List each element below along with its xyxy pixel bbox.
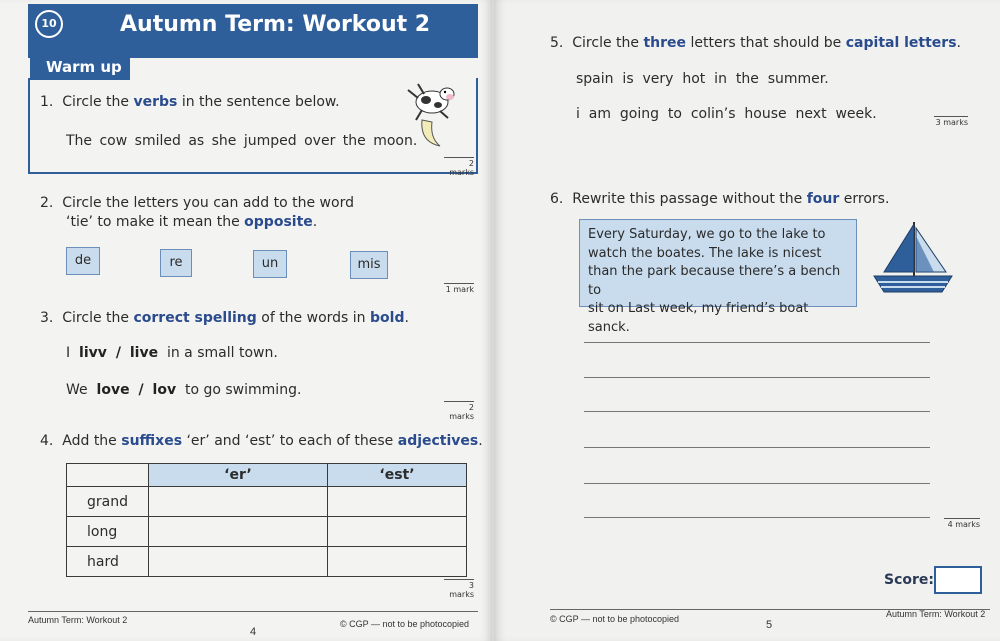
footer-page-number: 5 — [766, 619, 773, 631]
suffix-table — [66, 463, 467, 577]
option-de[interactable]: de — [66, 247, 100, 275]
q3-s1-pre: I — [66, 345, 71, 361]
question-5 — [550, 34, 961, 53]
q1-number: 1. — [40, 94, 54, 110]
q3-keyword-2: bold — [370, 310, 405, 326]
q1-text-pre: Circle the — [62, 94, 130, 110]
q4-keyword-2: adjectives — [397, 433, 479, 449]
q6-post: errors. — [843, 191, 890, 207]
answer-cell[interactable] — [327, 487, 466, 517]
q6-number: 6. — [550, 191, 564, 207]
footer-title: Autumn Term: Workout 2 — [886, 609, 986, 619]
answer-cell[interactable] — [327, 517, 466, 547]
passage-line: watch the boates. The lake is nicest — [588, 245, 822, 261]
row-label: grand — [67, 487, 149, 517]
footer-rule — [28, 611, 478, 612]
option-mis[interactable]: mis — [350, 251, 388, 279]
cow-jumping-moon-illustration — [402, 80, 464, 150]
q3-s2-pre: We — [66, 382, 88, 398]
q3-s2-sep: / — [138, 382, 144, 398]
q3-pre: Circle the — [62, 310, 130, 326]
q5-mid: letters that should be — [690, 35, 842, 51]
answer-cell[interactable] — [148, 487, 327, 517]
q2-line2-row — [66, 213, 317, 232]
q3-mid: of the words in — [261, 310, 366, 326]
answer-line-2[interactable] — [584, 377, 930, 378]
q2-marks: 1 mark — [445, 285, 474, 294]
answer-line-5[interactable] — [584, 483, 930, 484]
option-re[interactable]: re — [160, 249, 192, 277]
q6-pre: Rewrite this passage without the — [572, 191, 803, 207]
q3-s1-post: in a small town. — [166, 345, 278, 361]
passage-line: Every Saturday, we go to the lake to — [588, 227, 826, 242]
footer-copyright: © CGP — not to be photocopied — [340, 619, 470, 629]
q2-end: . — [312, 214, 318, 230]
question-2 — [40, 194, 354, 213]
q3-sentence-2 — [66, 381, 301, 400]
answer-line-6[interactable] — [584, 517, 930, 518]
q2-line1: Circle the letters you can add to the word — [62, 195, 354, 211]
q3-s2-option-b[interactable]: lov — [152, 382, 177, 398]
sailboat-illustration — [870, 218, 954, 298]
q6-marks: 4 marks — [944, 518, 980, 529]
answer-cell[interactable] — [148, 547, 327, 577]
col-est-header: ‘est’ — [327, 464, 466, 487]
table-corner — [67, 464, 149, 487]
table-row — [67, 487, 467, 517]
q1-text-post: in the sentence below. — [181, 94, 340, 110]
passage-line: than the park because there’s a bench to — [588, 264, 841, 298]
question-1 — [40, 93, 340, 112]
table-row — [67, 517, 467, 547]
q2-number: 2. — [40, 195, 54, 211]
footer-page-number: 4 — [250, 626, 257, 638]
q1-marks: 2 marks — [444, 157, 474, 177]
col-er-header: ‘er’ — [148, 464, 327, 487]
left-page — [0, 0, 492, 641]
q5-end: . — [956, 35, 961, 51]
q3-s1-option-a[interactable]: livv — [79, 345, 107, 361]
q1-keyword: verbs — [133, 94, 178, 110]
passage-box — [579, 219, 857, 335]
q4-end: . — [478, 433, 483, 449]
table-row — [67, 547, 467, 577]
q3-s2-option-a[interactable]: love — [96, 382, 130, 398]
q5-sentence-1[interactable]: spain is very hot in the summer. — [576, 71, 829, 87]
answer-line-4[interactable] — [584, 447, 930, 448]
footer-copyright: © CGP — not to be photocopied — [550, 614, 680, 624]
row-label: hard — [67, 547, 149, 577]
q5-number: 5. — [550, 35, 564, 51]
q3-marks: 2 marks — [444, 401, 474, 421]
score-label: Score: — [884, 572, 934, 588]
score-box[interactable] — [934, 566, 982, 594]
question-6 — [550, 190, 889, 209]
right-page — [494, 0, 1000, 641]
q5-sentence-2[interactable]: i am going to colin’s house next week. — [576, 106, 877, 122]
row-label: long — [67, 517, 149, 547]
page-number-badge: 10 — [35, 10, 63, 38]
q5-keyword-2: capital letters — [845, 35, 957, 51]
q2-word: ‘tie’ — [66, 214, 93, 230]
q4-number: 4. — [40, 433, 54, 449]
q4-pre: Add the — [62, 433, 117, 449]
q2-line2: to make it mean the — [97, 214, 240, 230]
question-3 — [40, 309, 409, 328]
q3-end: . — [404, 310, 409, 326]
q5-keyword: three — [643, 35, 687, 51]
question-4 — [40, 432, 483, 451]
answer-line-3[interactable] — [584, 411, 930, 412]
q6-keyword: four — [806, 191, 840, 207]
q3-s1-option-b[interactable]: live — [129, 345, 159, 361]
answer-cell[interactable] — [327, 547, 466, 577]
q3-s2-post: to go swimming. — [184, 382, 302, 398]
q3-s1-sep: / — [115, 345, 121, 361]
q4-mid: ‘er’ and ‘est’ to each of these — [186, 433, 394, 449]
q4-keyword: suffixes — [121, 433, 183, 449]
q2-keyword: opposite — [244, 214, 313, 230]
warmup-tab: Warm up — [30, 54, 130, 80]
passage-line: sit on Last week, my friend’s boat sanck. — [588, 301, 809, 335]
q3-number: 3. — [40, 310, 54, 326]
answer-line-1[interactable] — [584, 342, 930, 343]
footer-title: Autumn Term: Workout 2 — [28, 615, 128, 625]
q4-marks: 3 marks — [444, 579, 474, 599]
q3-sentence-1 — [66, 344, 278, 363]
answer-cell[interactable] — [148, 517, 327, 547]
q3-keyword: correct spelling — [133, 310, 257, 326]
page-title: Autumn Term: Workout 2 — [120, 12, 431, 37]
option-un[interactable]: un — [253, 250, 287, 278]
q1-sentence[interactable]: The cow smiled as she jumped over the moon. — [66, 133, 418, 149]
q5-marks: 3 marks — [935, 118, 968, 127]
q5-pre: Circle the — [572, 35, 640, 51]
